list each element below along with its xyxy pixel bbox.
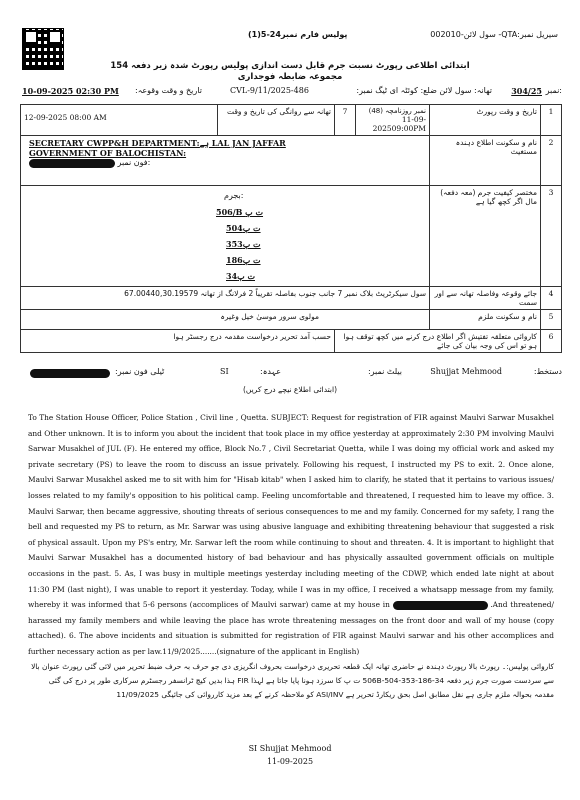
redacted-address <box>393 601 488 610</box>
etag-number: CVL-9/11/2025-486 <box>230 86 309 95</box>
redacted-phone <box>29 159 115 168</box>
fir-number: 304/25 <box>511 86 542 96</box>
section-item: 504ت پ <box>226 223 261 233</box>
departure-datetime: 12-09-2025 08:00 AM <box>24 113 107 122</box>
officer-rank: SI <box>220 367 229 376</box>
complainant-line-1: SECRETARY CWPP&H DEPARTMENT:ہے LAL JAN JAFFAR <box>29 138 286 148</box>
officer-name: Shujjat Mehmood <box>430 367 502 376</box>
complainant-line-2: GOVERNMENT OF BALOCHISTAN: <box>29 148 187 158</box>
footer-signature <box>190 742 390 768</box>
table-row: حسب آمد تحریر درخواست مقدمہ درج رجسٹر ہوا کاروائی متعلقہ تفتیش اگر اطلاع درج کرنے میں کچھ توقف ہوا ہو تو اس کی وجہ بیان کی جائے 6 <box>21 330 562 353</box>
document-title: ابتدائی اطلاعی رپورٹ نسبت جرم قابل دست اندازی پولیس رپورٹ شدہ زیر دفعہ 154 مجموعہ ضابطہ فوجداری <box>110 61 470 82</box>
police-action-urdu: کاروائی پولیس:۔ رپورٹ بالا رپورٹ دہندہ نے حاضری تھانہ ایک قطعہ تحریری درخواست بحروف انگریزی دی جو حرف بہ حرف ضبط تحریر میں لائی گئی رپورٹ عنوان بالا سے سردست صورت جرم زیر دفعہ 506B-504-353-186-34 ت پ کا سرزد ہونا پایا جاتا ہے لہذا FIR ہذا بدیں کیچ ٹرانسفر رجسٹرم سرکاری طور پر درج کی گئی مقدمہ بحوالہ ملزم جاری ہے نقل مطابق اصل بحق ریکارڈ تحریر ہے ASI/INV کو ملاحظہ کرنے کے بعد مزید کارروائی کی جائیگی 11/09/2025 <box>31 661 554 699</box>
table-row: بجرم: 506/B ت پ 504ت پ 353ت پ 186ت پ 34ت پ مختصر کیفیت جرم (معہ دفعہ) مال اگر کچھ گیا ہے 3 <box>21 186 562 287</box>
fir-meta-line: نمبر: 304/25 تھانہ: سول لائن ضلع: کوئٹہ ای ٹیگ نمبر: CVL-9/11/2025-486 تاریخ و وقت وقوعہ: 10-09-2025 02:30 PM <box>22 86 562 96</box>
footer-date: 11-09-2025 <box>266 757 314 766</box>
table-row: سول سیکرٹریٹ بلاک نمبر 7 جانب جنوب بفاصلہ تقریباً 2 فرلانگ از تھانہ 67.00440,30.19579 جائے وقوعہ وفاصلہ تھانہ سے اور سمت 4 <box>21 287 562 310</box>
table-row: مولوی سرور موسیٰ خیل وغیرہ نام و سکونت ملزم 5 <box>21 310 562 330</box>
station-info: تھانہ: سول لائن ضلع: کوئٹہ ای ٹیگ نمبر: <box>356 86 492 95</box>
serial-number: سیریل نمبر:QTA- سول لائن-002010 <box>430 30 558 39</box>
section-item: 353ت پ <box>226 239 261 249</box>
section-item: 34ت پ <box>226 271 255 281</box>
officer-signature-line: دستخط: Shujjat Mehmood بیلٹ نمبر: عہدہ: SI ٹیلی فون نمبر: <box>20 367 562 381</box>
accused-name: مولوی سرور موسیٰ خیل وغیرہ <box>21 310 430 330</box>
complaint-body <box>28 410 554 702</box>
qr-code <box>22 28 64 70</box>
section-item: 186ت پ <box>226 255 261 265</box>
complaint-paragraph: To The Station House Officer, Police Station , Civil line , Quetta. SUBJECT: Request for registration of FIR against Maulvi Sarwar Musakhel and Other unknown. It is to inform you about the incident that took place in my office yesterday at approximately 2:30 PM involving Maulvi Sarwar Musakhel of JUL (F). He entered my office, Block No.7 , Civil Secretariat Quetta, while I was doing my official work and asked my private secretary (PS) to leave the room to discuss an issue privately. Following his request, I instructed my PS to exit. 2. Once alone, Maulvi Sarwar Musakhel asked me to sit with him for "Hisab kitab" when I asked him to clarify, he stated that it pertains to various issues/ losses related to my family's opposition to his political camp. Feeling uncomfortable and threatened, I requested him to leave my office. 3. Maulvi Sarwar, then became aggressive, shouting threats of serious consequences to me and my family. Concerned for my safety, I rang the bell and requested my PS to return, as Mr. Sarwar was using abusive language and exhibiting threatening behaviour that suggested a risk of physical assault. Upon my PS's entry, Mr. Sarwar left the room while continuing to shout and threaten. 4. It is important to highlight that Maulvi Sarwar Musakhel has a documented history of bad behaviour and has physically assaulted government officials on multiple occasions in the past. 5. As, I was busy in multiple meetings yesterday including meeting of the CDWP, which ended late night at about 11:30 PM (last night), I was unable to report it yesterday. Today, while I was in my office, I received a whatsapp message from my family, whereby it was informed that 5-6 persons (accomplices of Maulvi sarwar) came at my house in <box>28 413 554 610</box>
incident-location: سول سیکرٹریٹ بلاک نمبر 7 جانب جنوب بفاصلہ تقریباً 2 فرلانگ از تھانہ 67.00440,30.19579 <box>21 287 430 310</box>
report-datetime: 11-09-202509:00PM <box>372 115 426 133</box>
intro-note: (ابتدائی اطلاع نیچے درج کریں) <box>242 385 338 394</box>
section-item: 506/B ت پ <box>216 207 264 217</box>
fir-details-table <box>20 104 562 353</box>
footer-name: SI Shujjat Mehmood <box>248 744 332 753</box>
table-row: 12-09-2025 08:00 AM تھانہ سے روانگی کی تاریخ و وقت 7 نمبر روزنامچہ (48) 11-09-202509:00PM تاریخ و وقت رپورٹ 1 <box>21 105 562 136</box>
complaint-paragraph: .And threatened/ harassed my family members and while leaving the place has wrote threatening messages on the front door and wall of my house (copy attached). 6. The above incidents and situation is submitted for registration of FIR against Maulvi sarwar and his other accomplices and further necessary action as per law.11/9/2025.......(signature of the applicant in English) <box>28 600 554 656</box>
redacted-officer-phone <box>30 369 110 378</box>
table-row: SECRETARY CWPP&H DEPARTMENT:ہے LAL JAN JAFFAR GOVERNMENT OF BALOCHISTAN: فون نمبر: نام و سکونت اطلاع دہندہ مستغیث 2 <box>21 136 562 186</box>
police-form-number: پولیس فارم نمبر24-5(1) <box>248 30 348 39</box>
action-taken: حسب آمد تحریر درخواست مقدمہ درج رجسٹر ہوا <box>21 330 335 353</box>
incident-datetime: 10-09-2025 02:30 PM <box>22 86 119 96</box>
